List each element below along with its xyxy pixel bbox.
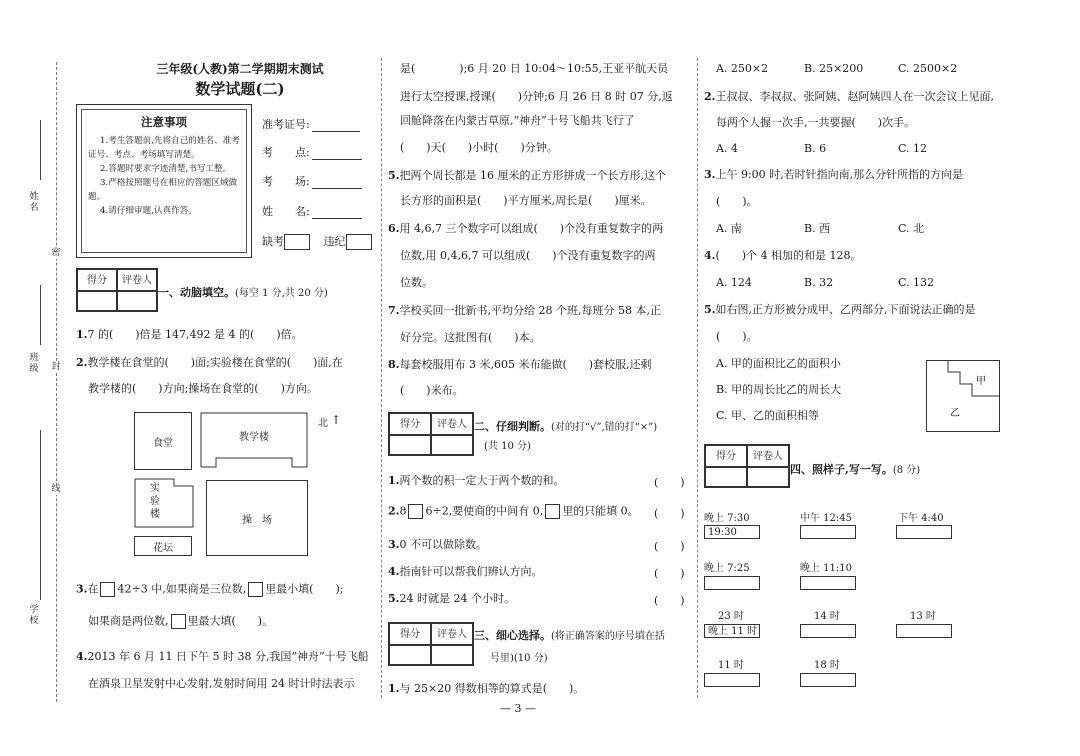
grader-cell[interactable] <box>431 435 473 455</box>
p1-question-5b: 长方形的面积是( )平方厘米,周长是( )厘米。 <box>400 194 652 207</box>
lab-label-3: 楼 <box>150 509 160 520</box>
p1-question-8b: ( )米布。 <box>400 384 464 397</box>
notice-item-1: 1.考生答题前,先将自己的姓名、准考证号、考点、考场填写清楚。 <box>88 136 240 160</box>
example-answer-2: 晚上 11 时 <box>704 624 760 638</box>
absent-label: 缺考 <box>262 235 284 248</box>
time-label-6: 23 时 <box>718 611 744 622</box>
section-3-points: 号里)(10 分) <box>490 653 548 664</box>
grader-cell[interactable] <box>431 645 473 665</box>
exam-title: 三年级(人教)第二学期期末测试 <box>156 62 324 76</box>
time-label-4: 晚上 7:25 <box>704 563 750 574</box>
blank-square-4[interactable] <box>408 504 423 519</box>
p1-question-4b: 在酒泉卫星发射中心发射,发射时间用 24 时计时法表示 <box>88 677 355 690</box>
score-table-3 <box>388 622 474 666</box>
answer-box-4[interactable] <box>704 576 760 590</box>
choice-2-option-b[interactable]: B. 6 <box>804 142 827 155</box>
blank-square-3[interactable] <box>171 614 186 629</box>
answer-box-9[interactable] <box>704 673 760 687</box>
section-3-title: 三、细心选择。(将正确答案的序号填在括 <box>474 629 665 642</box>
lab-label-1: 实 <box>150 483 160 494</box>
choice-5-option-b[interactable]: B. 甲的周长比乙的周长大 <box>716 383 842 396</box>
choice-1-option-a[interactable]: A. 250×2 <box>716 62 769 75</box>
score-table-4 <box>704 444 790 488</box>
figure-label-jia: 甲 <box>976 376 986 387</box>
school-label: 学校 <box>29 605 39 626</box>
figure-label-yi: 乙 <box>950 408 960 419</box>
column-divider-2 <box>697 58 698 698</box>
p1-question-2b: 教学楼的( )方向;操场在食堂的( )方向。 <box>88 382 318 395</box>
north-label: 北 <box>318 418 328 429</box>
score-label: 得分 <box>705 445 747 467</box>
time-label-7: 14 时 <box>814 611 840 622</box>
time-label-2: 中午 12:45 <box>800 513 852 524</box>
p1-question-4d: 进行太空授课,授课( )分钟;6 月 26 日 8 时 07 分,返 <box>400 90 673 103</box>
seal-mi: 密 <box>51 248 61 258</box>
lab-building-outline <box>134 478 194 528</box>
judge-1-answer[interactable]: ( ) <box>654 476 685 489</box>
judge-5-answer[interactable]: ( ) <box>654 594 685 607</box>
violation-label: 违纪 <box>323 235 346 248</box>
p1-question-4f: ( )天( )小时( )分钟。 <box>400 141 558 154</box>
seal-feng: 封 <box>51 362 61 372</box>
notice-item-4: 4.请仔细审题,认真作答。 <box>100 206 197 216</box>
section-2-title: 二、仔细判断。(对的打“√”,错的打“×”) <box>474 420 658 433</box>
column-divider-1 <box>381 58 382 698</box>
time-label-9: 11 时 <box>718 660 744 671</box>
choice-2a: 2.王叔叔、李叔叔、张阿姨、赵阿姨四人在一次会议上见面, <box>704 90 994 103</box>
choice-4-option-c[interactable]: C. 132 <box>898 276 935 289</box>
choice-5a: 5.如右图,正方形被分成甲、乙两部分,下面说法正确的是 <box>704 303 976 316</box>
time-label-8: 13 时 <box>910 611 936 622</box>
choice-5-option-a[interactable]: A. 甲的面积比乙的面积小 <box>716 357 841 370</box>
choice-1: 1.与 25×20 得数相等的算式是( )。 <box>388 682 585 695</box>
map-teaching-building <box>200 412 308 468</box>
grader-label: 评卷人 <box>117 269 157 291</box>
site-label: 考 点: <box>262 146 310 159</box>
binding-margin-line <box>56 62 57 702</box>
choice-3a: 3.上午 9:00 时,若时针指向南,那么分针所指的方向是 <box>704 168 964 181</box>
class-blank-line <box>40 285 41 345</box>
choice-2b: 每两个人握一次手,一共要握( )次手。 <box>716 116 916 129</box>
choice-1-option-b[interactable]: B. 25×200 <box>804 62 864 75</box>
exam-number-field[interactable] <box>262 116 360 132</box>
time-label-10: 18 时 <box>814 660 840 671</box>
p1-question-4e: 回舱降落在内蒙古草原,“神舟”十号飞船共飞行了 <box>400 114 635 127</box>
choice-4-option-b[interactable]: B. 32 <box>804 276 834 289</box>
judge-4: 4.指南针可以帮我们辨认方向。 <box>388 565 543 578</box>
north-arrow-icon: ↑ <box>331 413 342 427</box>
seal-xian: 线 <box>51 484 61 494</box>
choice-3-option-a[interactable]: A. 南 <box>716 222 742 235</box>
section-2-points: (共 10 分) <box>484 441 531 452</box>
choice-4: 4.( )个 4 相加的和是 128。 <box>704 249 862 262</box>
judge-2: 2.8 6÷2,要使商的中间有 0, 里的只能填 0。 <box>388 504 639 518</box>
judge-2-answer[interactable]: ( ) <box>654 507 685 520</box>
choice-4-option-a[interactable]: A. 124 <box>716 276 752 289</box>
score-cell[interactable] <box>77 291 117 311</box>
square-split-diagram <box>926 360 1000 432</box>
score-label: 得分 <box>389 413 431 435</box>
choice-3b: ( )。 <box>716 195 758 208</box>
map-garden: 花坛 <box>134 536 192 556</box>
p1-question-6b: 位数,用 0,4,6,7 可以组成( )个没有重复数字的两 <box>400 249 656 262</box>
example-answer-1: 19:30 <box>704 525 760 539</box>
p1-question-4a: 4.2013 年 6 月 11 日下午 5 时 38 分,我国“神舟”十号飞船 <box>76 650 369 663</box>
notice-heading: 注意事项 <box>141 115 187 129</box>
notice-item-3: 3.严格按照题号在相应的答题区域做题。 <box>88 178 238 202</box>
choice-5-option-c[interactable]: C. 甲、乙的面积相等 <box>716 409 820 422</box>
blank-square-1[interactable] <box>100 582 115 597</box>
room-field[interactable] <box>262 173 362 189</box>
judge-3-answer[interactable]: ( ) <box>654 540 685 553</box>
notice-item-2: 2.答题时要求字迹清楚,书写工整。 <box>100 164 232 174</box>
blank-square-5[interactable] <box>545 504 560 519</box>
name-field[interactable] <box>262 203 362 219</box>
site-field[interactable] <box>262 144 362 160</box>
grader-label: 评卷人 <box>431 413 473 435</box>
exam-subtitle: 数学试题(二) <box>195 80 285 98</box>
answer-box-2[interactable] <box>800 525 856 539</box>
map-canteen: 食堂 <box>134 412 192 470</box>
p1-question-1: 1.7 的( )倍是 147,492 是 4 的( )倍。 <box>76 328 303 341</box>
score-label: 得分 <box>77 269 117 291</box>
square-split-figure <box>926 360 1000 432</box>
score-cell[interactable] <box>705 467 747 487</box>
section-4-title: 四、照样子,写一写。(8 分) <box>790 463 921 476</box>
score-table-1 <box>76 268 158 312</box>
score-cell[interactable] <box>389 435 431 455</box>
room-label: 考 场: <box>262 175 310 188</box>
p1-question-4c: 是( );6 月 20 日 10:04～10:55,王亚平航天员 <box>400 62 669 75</box>
notice-box <box>76 104 252 258</box>
p1-question-3a: 3.在 42÷3 中,如果商是三位数, 里最小填( ); <box>76 582 344 596</box>
p1-question-6c: 位数。 <box>400 276 433 289</box>
choice-3-option-c[interactable]: C. 北 <box>898 222 925 235</box>
judge-5: 5.24 时就是 24 个小时。 <box>388 592 515 605</box>
school-blank-line <box>40 430 41 600</box>
score-table-2 <box>388 412 474 456</box>
name-blank-line <box>40 120 41 180</box>
p1-question-7b: 好分完。这批图有( )本。 <box>400 331 541 344</box>
judge-3: 3.0 不可以做除数。 <box>388 538 487 551</box>
section-1-title: 一、动脑填空。(每空 1 分,共 20 分) <box>158 286 328 299</box>
lab-label-2: 验 <box>150 496 160 507</box>
class-label: 班级 <box>29 353 39 374</box>
page-number: — 3 — <box>500 702 536 715</box>
absent-box[interactable] <box>284 234 310 250</box>
p1-question-5a: 5.把两个周长都是 16 厘米的正方形拼成一个长方形,这个 <box>388 169 666 182</box>
name-label: 姓名 <box>29 192 39 213</box>
answer-box-7[interactable] <box>800 624 856 638</box>
map-playground: 操 场 <box>206 480 308 556</box>
choice-2-option-a[interactable]: A. 4 <box>716 142 738 155</box>
name-field-label: 姓 名: <box>262 205 310 218</box>
answer-box-8[interactable] <box>896 624 952 638</box>
choice-2-option-c[interactable]: C. 12 <box>898 142 928 155</box>
choice-3-option-b[interactable]: B. 西 <box>804 222 831 235</box>
judge-1: 1.两个数的积一定大于两个数的和。 <box>388 474 565 487</box>
violation-box[interactable] <box>346 234 372 250</box>
grader-label: 评卷人 <box>747 445 789 467</box>
p1-question-8a: 8.每套校服用布 3 米,605 米布能做( )套校服,还剩 <box>388 358 652 371</box>
absent-violation-row <box>262 233 372 250</box>
map-lab-building <box>134 478 194 528</box>
teaching-building-label: 教学楼 <box>239 432 269 443</box>
judge-4-answer[interactable]: ( ) <box>654 567 685 580</box>
p1-question-7a: 7.学校买回一批新书,平均分给 28 个班,每班分 58 本,正 <box>388 304 661 317</box>
p1-question-3b: 如果商是两位数, 里最大填( )。 <box>88 614 274 628</box>
time-label-5: 晚上 11:10 <box>800 563 852 574</box>
p1-question-2a: 2.教学楼在食堂的( )面;实验楼在食堂的( )面,在 <box>76 356 343 369</box>
p1-question-6a: 6.用 4,6,7 三个数字可以组成( )个没有重复数字的两 <box>388 222 664 235</box>
choice-1-option-c[interactable]: C. 2500×2 <box>898 62 958 75</box>
choice-5b: ( )。 <box>716 330 758 343</box>
answer-box-5[interactable] <box>800 576 856 590</box>
grader-cell[interactable] <box>747 467 789 487</box>
exam-number-label: 准考证号: <box>262 118 310 131</box>
grader-label: 评卷人 <box>431 623 473 645</box>
answer-box-10[interactable] <box>800 673 856 687</box>
time-label-1: 晚上 7:30 <box>704 513 750 524</box>
score-label: 得分 <box>389 623 431 645</box>
time-label-3: 下午 4:40 <box>898 513 944 524</box>
grader-cell[interactable] <box>117 291 157 311</box>
score-cell[interactable] <box>389 645 431 665</box>
answer-box-3[interactable] <box>896 525 952 539</box>
blank-square-2[interactable] <box>248 582 263 597</box>
